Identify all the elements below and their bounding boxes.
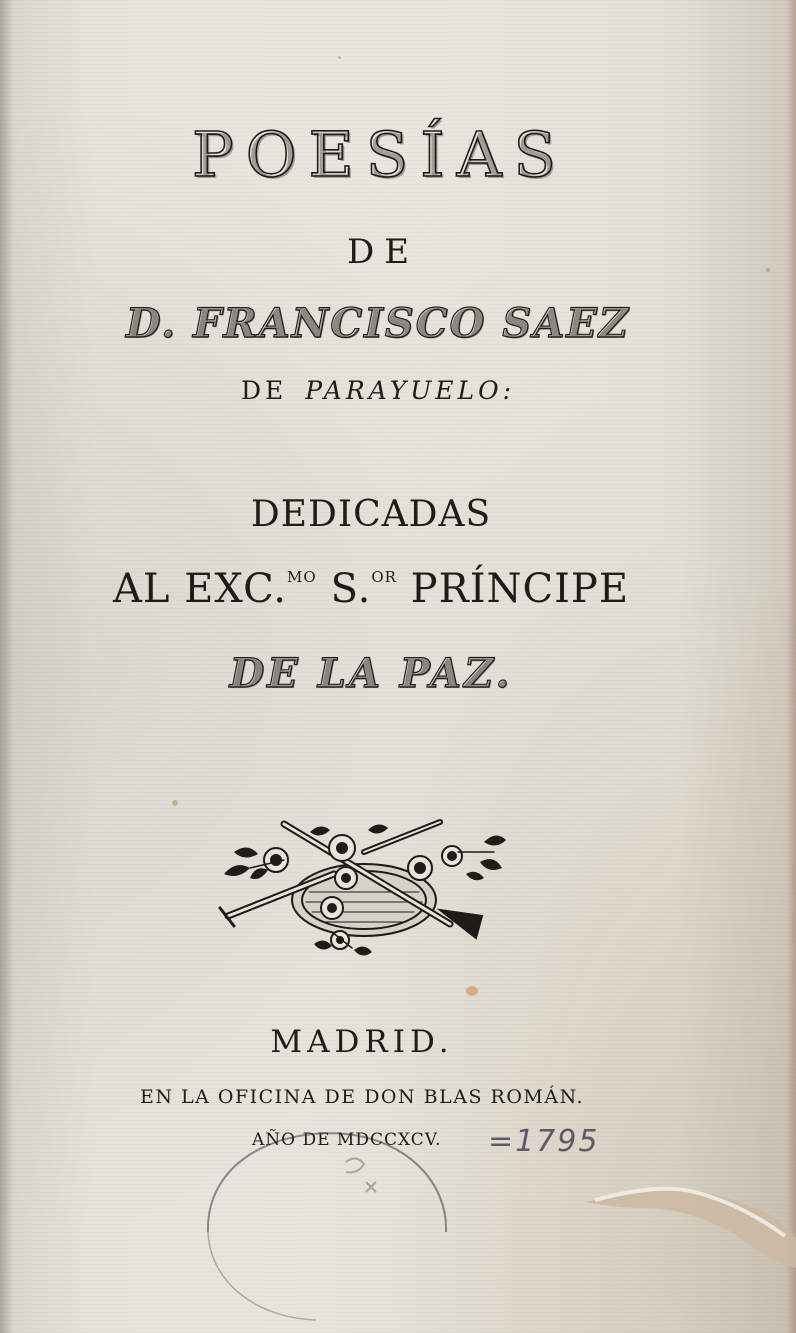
author-surname: PARAYUELO:: [305, 376, 516, 405]
paper-tear: [585, 1178, 796, 1268]
dedicatee-exc: [184, 566, 317, 612]
dedicatee-title: DE LA PAZ.: [229, 650, 513, 697]
ornament-icon: [214, 812, 514, 962]
library-stamp: [196, 1122, 466, 1322]
foxing-spot: [172, 800, 178, 806]
author-connector: DE: [240, 376, 288, 405]
dedicatee-al: AL: [112, 566, 171, 612]
handwritten-year-note: =1795: [488, 1124, 600, 1159]
dedicatee-exc-sup: MO: [287, 568, 317, 586]
author-surname-line: [0, 376, 756, 405]
dedicatee-s-sup: OR: [371, 568, 397, 586]
dedicatee-line: [0, 566, 742, 612]
imprint-year: AÑO DE MDCCXCV.: [252, 1130, 442, 1150]
title-connector: DE: [346, 232, 420, 272]
dedicatee-principe: PRÍNCIPE: [410, 566, 630, 612]
dedicatee-exc-text: EXC.: [184, 566, 287, 612]
foxing-spot: [338, 56, 341, 59]
foxing-spot: [766, 268, 770, 272]
dedication-heading: DEDICADAS: [250, 494, 492, 535]
foxing-spot: [466, 986, 478, 996]
author-name: D. FRANCISCO SAEZ: [126, 300, 630, 347]
book-title: POESÍAS: [191, 118, 569, 191]
dedicatee-s: [331, 566, 397, 612]
dedicatee-s-text: S.: [330, 566, 372, 612]
imprint-city: MADRID.: [270, 1024, 454, 1060]
page-edge: [786, 0, 796, 1333]
imprint-printer: EN LA OFICINA DE DON BLAS ROMÁN.: [139, 1086, 585, 1108]
